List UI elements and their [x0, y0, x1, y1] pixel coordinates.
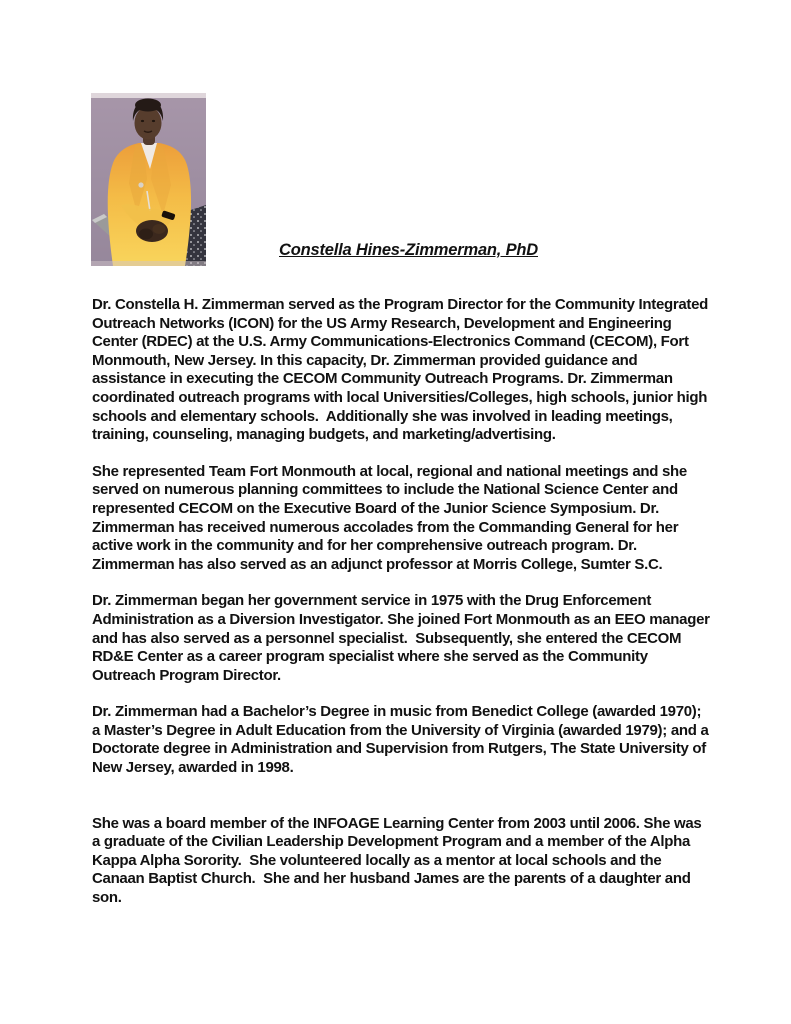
bio-paragraph-1: Dr. Constella H. Zimmerman served as the Program Director for the Community Integrated Outreach Networks (ICON) for the US Army Research, Development and Engineering Center (RDEC) at the U.S. Army Communications-Electronics Command (CECOM), Fort Monmouth, New Jersey. In this capacity, Dr. Zimmerman provided guidance and assistance in executing the CECOM Community Outreach Programs. Dr. Zimmerman coordinated outreach programs with local Universities/Colleges, high schools, junior high schools and elementary schools. Additionally she was involved in leading meetings, training, counseling, managing budgets, and marketing/advertising.	[92, 296, 712, 444]
bio-paragraph-3: Dr. Zimmerman began her government service in 1975 with the Drug Enforcement Administration as a Diversion Investigator. She joined Fort Monmouth as an EEO manager and has also served as a personnel specialist. Subsequently, she entered the CECOM RD&E Center as a career program specialist where she served as the Community Outreach Program Director.	[92, 592, 714, 684]
portrait-photo	[91, 93, 206, 266]
brooch	[138, 182, 143, 187]
page-title: Constella Hines-Zimmerman, PhD	[279, 241, 538, 259]
bio-paragraph-5: She was a board member of the INFOAGE Learning Center from 2003 until 2006. She was a graduate of the Civilian Leadership Development Program and a member of the Alpha Kappa Alpha Sorority. She volunteered locally as a mentor at local schools and the Canaan Baptist Church. She and her husband James are the parents of a daughter and son.	[92, 814, 706, 907]
bio-paragraph-2: She represented Team Fort Monmouth at local, regional and national meetings and she served on numerous planning committees to include the National Science Center and represented CECOM on the Executive Board of the Junior Science Symposium. Dr. Zimmerman has received numerous accolades from the Commanding General for her active work in the community and for her comprehensive outreach program. Dr. Zimmerman has also served as an adjunct professor at Morris College, Sumter S.C.	[92, 462, 691, 573]
bio-paragraph-4: Dr. Zimmerman had a Bachelor’s Degree in music from Benedict College (awarded 1970); a Master’s Degree in Adult Education from the University of Virginia (awarded 1979); and a Doctorate degree in Administration and Supervision from Rutgers, The State University of New Jersey, awarded in 1998.	[92, 703, 713, 777]
biography-body	[92, 296, 714, 926]
